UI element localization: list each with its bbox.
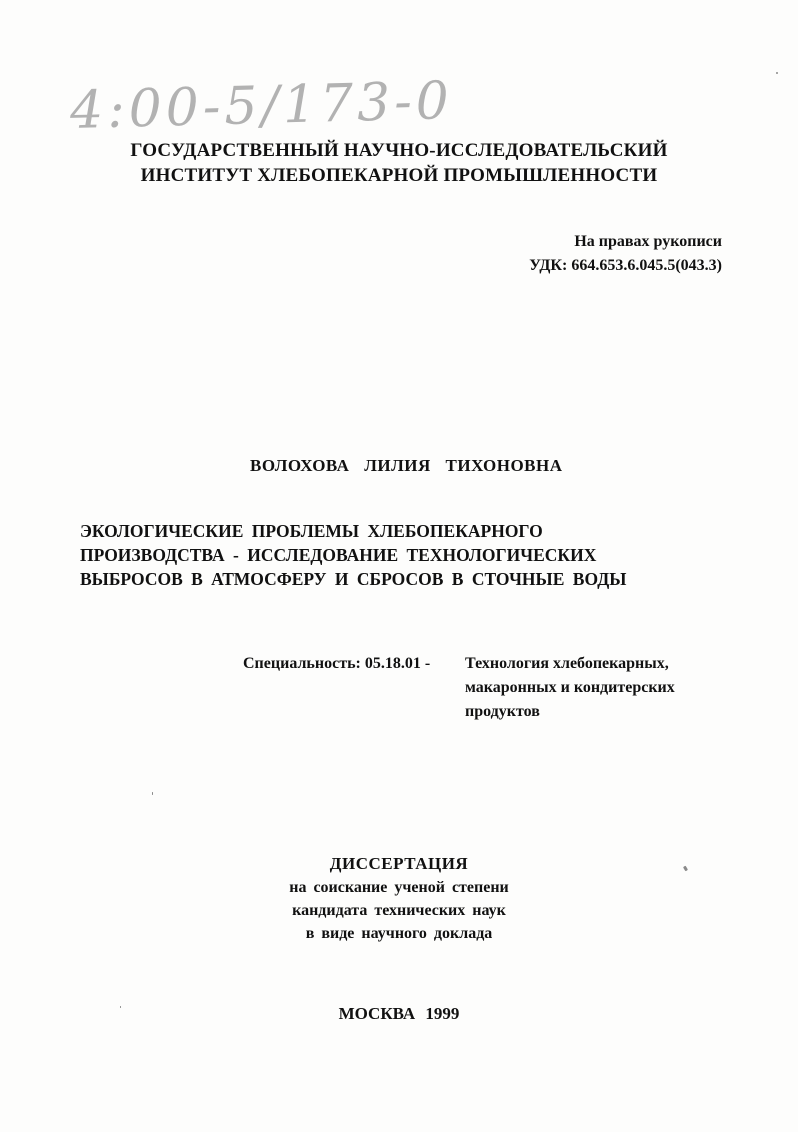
dissertation-line-3: в виде научного доклада (305, 925, 493, 942)
scan-speck (120, 1006, 121, 1008)
title-line-3: ВЫБРОСОВ В АТМОСФЕРУ И СБРОСОВ В СТОЧНЫЕ ВОДЫ (80, 569, 627, 589)
institute-line-2: ИНСТИТУТ ХЛЕБОПЕКАРНОЙ ПРОМЫШЛЕННОСТИ (140, 165, 658, 186)
dissertation-line-1: на соискание ученой степени (289, 879, 509, 896)
scan-speck (152, 792, 153, 795)
specialty-line-2: макаронных и кондитерских (465, 679, 675, 696)
manuscript-rights: На правах рукописи (574, 233, 722, 250)
manuscript-rights-block (529, 230, 722, 278)
specialty-label: Специальность: 05.18.01 - (243, 655, 431, 672)
title-line-2: ПРОИЗВОДСТВА - ИССЛЕДОВАНИЕ ТЕХНОЛОГИЧЕСКИХ (80, 545, 597, 565)
scan-speck (776, 72, 778, 74)
specialty-line-1: Технология хлебопекарных, (465, 655, 669, 672)
dissertation-heading: ДИССЕРТАЦИЯ (329, 854, 469, 873)
title-line-1: ЭКОЛОГИЧЕСКИЕ ПРОБЛЕМЫ ХЛЕБОПЕКАРНОГО (80, 521, 543, 541)
handwritten-archive-code: 4:00-5/173-0 (69, 70, 454, 142)
specialty-block (243, 652, 675, 724)
dissertation-type-block (0, 852, 798, 945)
dissertation-title (80, 519, 626, 591)
udk-code: УДК: 664.653.6.045.5(043.3) (529, 257, 722, 274)
specialty-line-3: продуктов (465, 703, 540, 720)
institute-name (0, 138, 798, 188)
author-name: ВОЛОХОВА ЛИЛИЯ ТИХОНОВНА (250, 456, 563, 475)
dissertation-line-2: кандидата технических наук (292, 902, 506, 919)
city-year: МОСКВА 1999 (338, 1004, 460, 1023)
institute-line-1: ГОСУДАРСТВЕННЫЙ НАУЧНО-ИССЛЕДОВАТЕЛЬСКИЙ (130, 140, 668, 161)
